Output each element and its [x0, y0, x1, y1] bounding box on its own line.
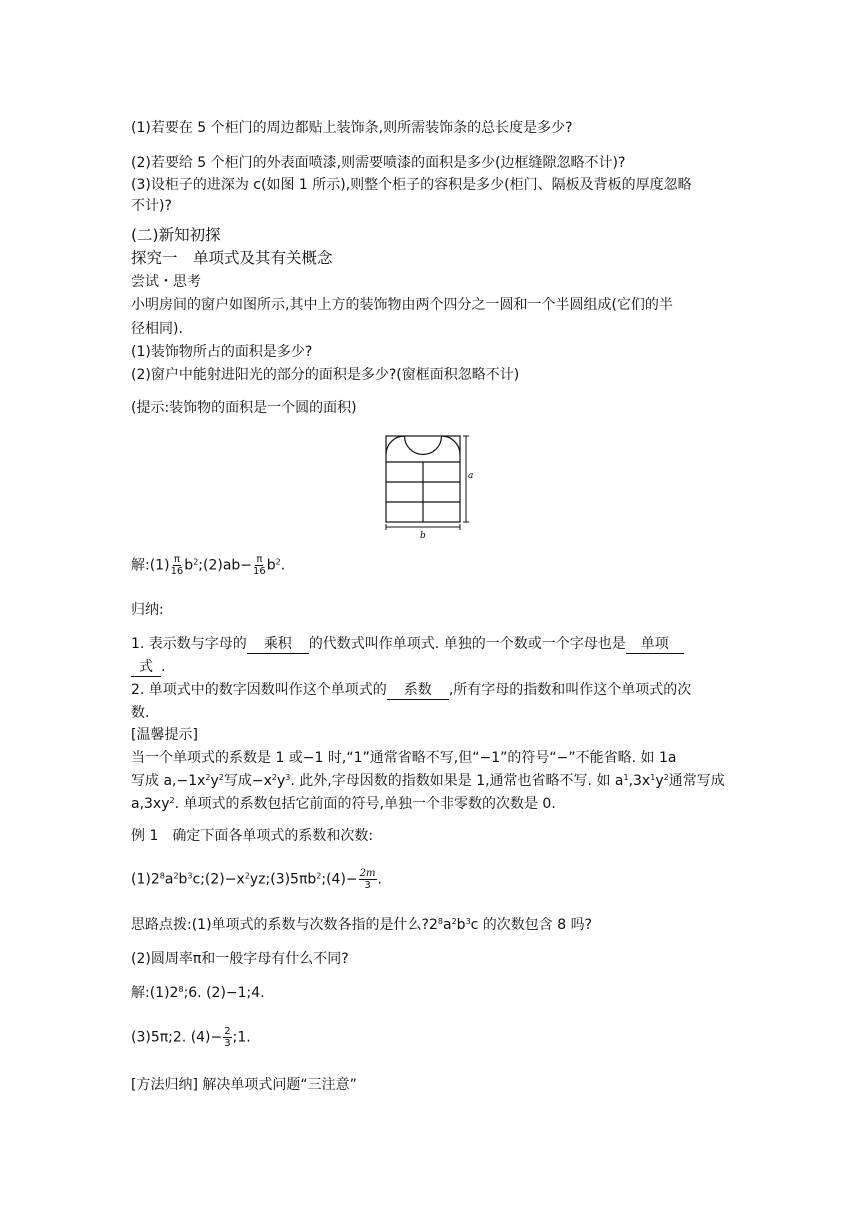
problem-line1: 小明房间的窗户如图所示,其中上方的装饰物由两个四分之一圆和一个半圆组成(它们的半	[131, 297, 673, 313]
definition-1-line2: 式 .	[131, 657, 165, 677]
question-1: (1)若要在 5 个柜门的周边都贴上装饰条,则所需装饰条的总长度是多少?	[131, 120, 573, 136]
section-heading: (二)新知初探	[131, 226, 221, 244]
explore-title: 探究一 单项式及其有关概念	[131, 249, 333, 267]
definition-2-line1: 2. 单项式中的数字因数叫作这个单项式的 系数 ,所有字母的指数和叫作这个单项式的次	[131, 682, 692, 698]
tip-line3: $a,3xy^2$. 单项式的系数包括它前面的符号,单独一个非零数的次数是 0.	[131, 796, 556, 812]
problem-question-2: (2)窗户中能射进阳光的部分的面积是多少?(窗框面积忽略不计)	[131, 367, 520, 383]
tip-line2: 写成 $a,-1x^2y^2$写成$-x^2y^3$. 此外,字母因数的指数如果是 1,通常也省略不写. 如 $a^1,3x^1y^2$通常写成	[131, 773, 725, 789]
semicircle-middle	[405, 436, 442, 455]
quarter-circle-left	[386, 436, 405, 455]
method-summary: [方法归纳] 解决单项式问题“三注意”	[131, 1077, 357, 1093]
question-2: (2)若要给 5 个柜门的外表面喷漆,则需要喷漆的面积是多少(边框缝隙忽略不计)?	[131, 155, 626, 171]
blank-product: 乘积	[247, 636, 309, 654]
label-b: b	[420, 531, 426, 540]
label-a: a	[468, 471, 474, 481]
definition-1-line1: 1. 表示数与字母的 乘积 的代数式叫作单项式. 单独的一个数或一个字母也是 单项	[131, 634, 684, 654]
thinking-line2: (2)圆周率π和一般字母有什么不同?	[131, 951, 349, 967]
try-think-label: 尝试・思考	[131, 274, 201, 290]
example-title: 例 1 确定下面各单项式的系数和次数:	[131, 828, 374, 844]
blank-monomial-2: 式	[131, 659, 161, 677]
question-3-line2: 不计)?	[131, 198, 172, 214]
answer-line1: 解$:(1)2^8;6$. (2)−1;4.	[131, 985, 265, 1001]
quarter-circle-right	[442, 436, 461, 455]
window-figure	[380, 432, 480, 540]
question-3-line1: (3)设柜子的进深为 c(如图 1 所示),则整个柜子的容积是多少(柜门、隔板及背板的厚度忽略	[131, 177, 692, 193]
induction-label: 归纳:	[131, 602, 164, 618]
definition-2-line2: 数.	[131, 705, 150, 721]
solution-1: 解:(1) $\frac{\pi}{16}$ $b^2;(2)ab-$ $\frac{\pi}{16}$ $b^2$.	[131, 554, 286, 577]
problem-hint: (提示:装饰物的面积是一个圆的面积)	[131, 400, 357, 416]
blank-coefficient: 系数	[387, 682, 449, 700]
tip-line1: 当一个单项式的系数是 1 或−1 时,“1”通常省略不写,但“−1”的符号“−”不能省略. 如 1a	[131, 750, 677, 766]
blank-monomial-1: 单项	[626, 636, 684, 654]
thinking-line1: 思路点拨:(1)单项式的系数与次数各指的是什么$?2^8a^2b^3c$ 的次数包含 8 吗?	[131, 917, 593, 933]
example-items: $(1)2^8a^2b^3c;(2)-x^2yz;(3)5\pi b^2;(4)-$ $\frac{2m}{3}$ .	[131, 868, 382, 891]
tip-label: [温馨提示]	[131, 727, 198, 743]
problem-question-1: (1)装饰物所占的面积是多少?	[131, 344, 313, 360]
answer-line2: (3)5π;2. (4)− $\frac{2}{3}$ ;1.	[131, 1026, 251, 1049]
problem-line2: 径相同).	[131, 321, 183, 337]
